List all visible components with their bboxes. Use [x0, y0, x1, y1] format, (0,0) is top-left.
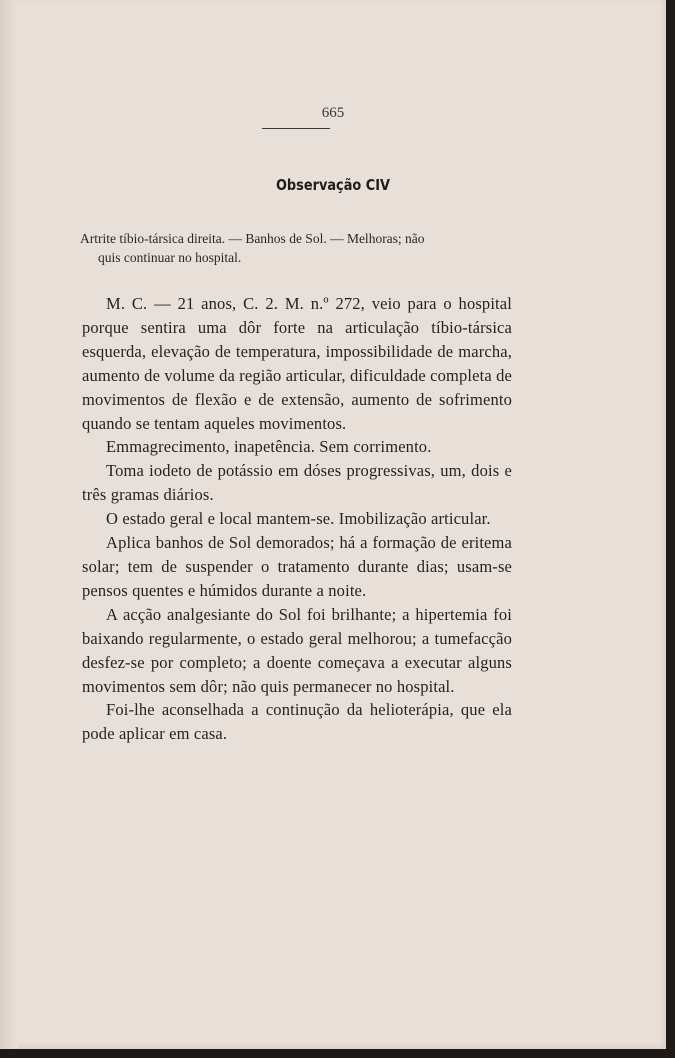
paragraph: M. C. — 21 anos, C. 2. M. n.º 272, veio para o hospital porque sentira uma dôr forte na articulação tíbio-társica esquerda, elevação de temperatura, impossibilidade de marcha, aumento de volume da região articular, dificuldade completa de movimentos de flexão e de extensão, aumento de sofrimento quando se tentam aqueles movimentos. [82, 294, 512, 433]
paragraph: Aplica banhos de Sol demorados; há a formação de eritema solar; tem de suspender o tratamento durante dias; usam-se pensos quentes e húmidos durante a noite. [82, 533, 512, 600]
page-gutter-shade [0, 0, 18, 1049]
paragraph: Toma iodeto de potássio em dóses progressivas, um, dois e três gramas diários. [82, 461, 512, 505]
paragraph: Emmagrecimento, inapetência. Sem corrimento. [106, 437, 432, 457]
paragraph: Foi-lhe aconselhada a continução da helioterápia, que ela pode aplicar em casa. [82, 700, 512, 744]
summary-line-2: quis continuar no hospital. [98, 250, 242, 265]
paragraph: A acção analgesiante do Sol foi brilhante; a hipertemia foi baixando regularmente, o estado geral melhorou; a tumefacção desfez-se por completo; a doente começava a executar alguns movimentos sem dôr; não quis permanecer no hospital. [82, 604, 512, 696]
summary-line-1: Artrite tíbio-társica direita. — Banhos de Sol. — Melhoras; não [80, 231, 425, 246]
page-number: 665 [321, 105, 345, 121]
observation-body [82, 292, 512, 746]
observation-title: Observação CIV [275, 176, 391, 194]
observation-summary [80, 229, 512, 267]
page-number-rule [262, 128, 330, 129]
paragraph: O estado geral e local mantem-se. Imobilização articular. [106, 509, 491, 529]
scan-border-right [666, 0, 675, 1058]
scan-border-bottom [0, 1049, 675, 1058]
